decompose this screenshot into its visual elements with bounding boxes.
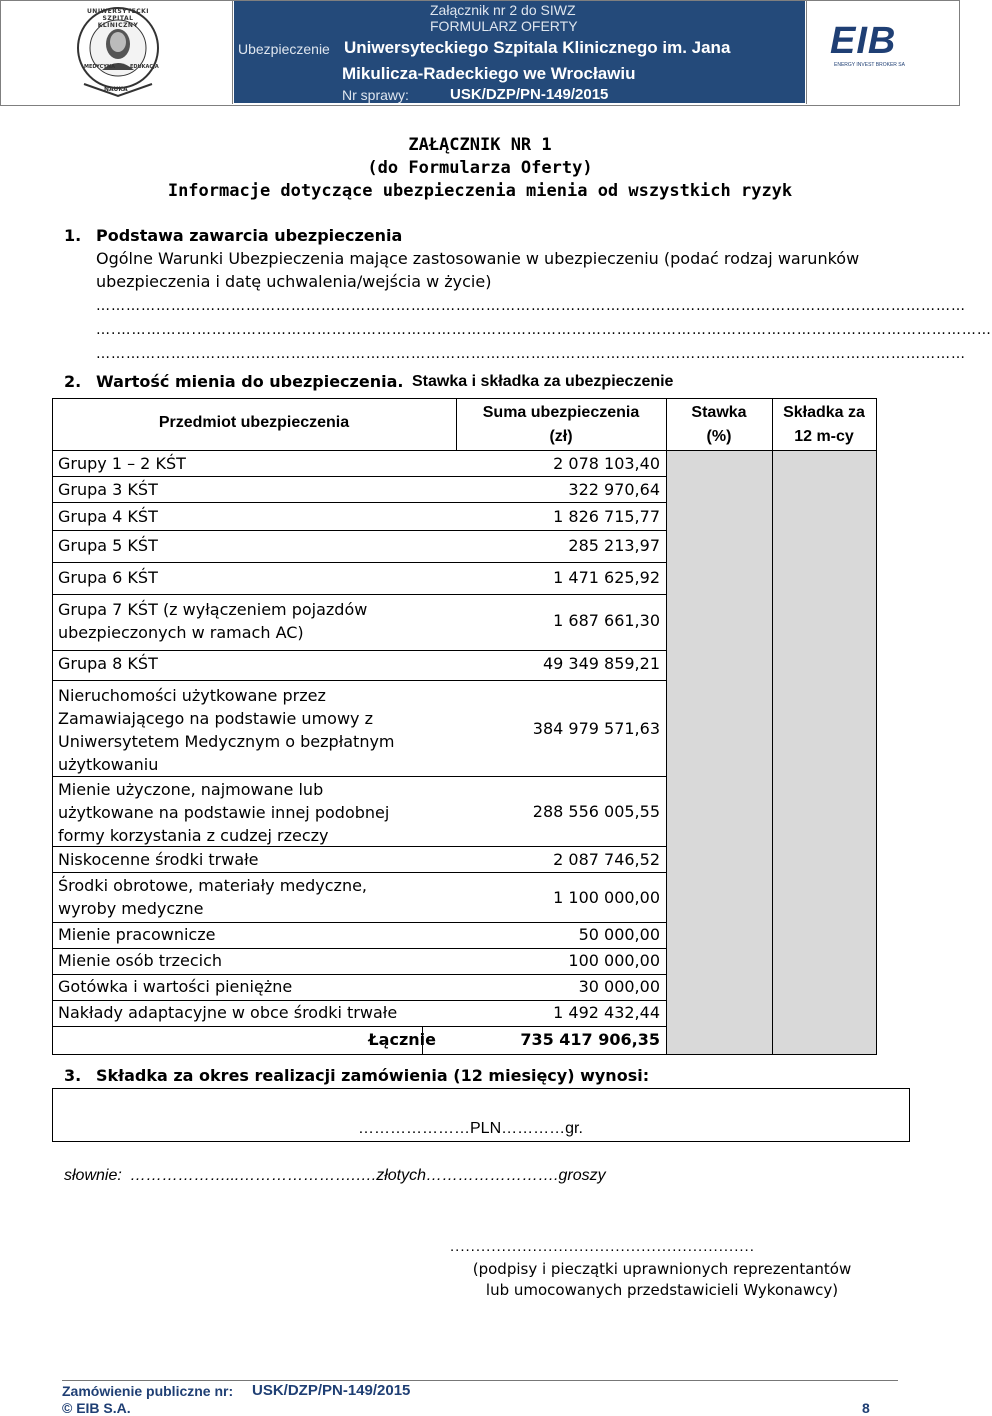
footer-value: USK/DZP/PN-149/2015 [252,1382,411,1399]
row-value: 2 087 746,52 [553,850,660,869]
section1-dots1: ………………………………………………………………………………………………………………………………………………………… [96,298,966,314]
col-subject-header: Przedmiot ubezpieczenia [158,414,350,431]
row-value: 100 000,00 [568,951,660,970]
row-name: Grupa 7 KŚT (z wyłączeniem pojazdów ubezpieczonych w ramach AC) [58,600,368,642]
row-name: Grupa 6 KŚT [58,568,158,587]
title-line2: (do Formularza Oferty) [367,158,593,178]
row-name: Środki obrotowe, materiały medyczne, wyroby medyczne [58,876,368,918]
section2-heading-rest: Stawka i składka za ubezpieczenie [412,373,674,390]
eib-logo: EIB [830,20,897,62]
hospital-logo-side1: MEDYCYNA [84,64,115,70]
row-name: Grupa 3 KŚT [58,480,158,499]
signature-dots: ........................................................... [450,1238,755,1255]
section1-dots2: ….…………….…………………………………………………………………………………………………………………………………………… [96,322,992,338]
col-sum-header-b: (zł) [549,428,573,445]
footer-rule [62,1380,898,1381]
row-value: 384 979 571,63 [532,719,660,738]
footer-company: © EIB S.A. [62,1400,131,1416]
row-name: Grupa 4 KŚT [58,507,158,526]
row-name: Grupa 8 KŚT [58,654,158,673]
premium-pln-line: …………………PLN…………gr. [358,1120,583,1137]
section1-number: 1. [64,226,82,245]
row-name: Niskocenne środki trwałe [58,850,259,869]
section3-heading: Składka za okres realizacji zamówienia (12 miesięcy) wynosi: [96,1066,650,1085]
section1-dots3: ………………………………………………………………………………………………………………………………………………………… [96,346,966,362]
row-value: 1 826 715,77 [553,507,660,526]
row-value: 49 349 859,21 [542,654,660,673]
rate-column-shade [666,450,772,1054]
header-divider-left [232,0,233,104]
col-rate-header-b: (%) [706,428,732,445]
page-number: 8 [862,1400,870,1416]
header-line2: FORMULARZ OFERTY [430,18,578,34]
row-value: 1 471 625,92 [553,568,660,587]
hospital-logo-bottom: NAUKA [104,86,128,93]
total-label: Łącznie [368,1030,436,1049]
row-value: 1 492 432,44 [553,1003,660,1022]
footer-label: Zamówienie publiczne nr: [62,1383,234,1399]
slownie-label: słownie: [64,1167,122,1184]
slownie-line: ………………...………………….….złotych…………………….groszy [130,1167,606,1184]
row-value: 30 000,00 [578,977,660,996]
hospital-logo-text: UNIWERSYTECKI SZPITAL KLINICZNY [86,8,150,29]
hospital-logo-side2: EDUKACJA [130,64,159,70]
col-premium-header-a: Składka za [783,404,865,421]
section2-heading: Wartość mienia do ubezpieczenia. [96,372,404,391]
row-name: Nakłady adaptacyjne w obce środki trwałe [58,1003,398,1022]
row-name: Gotówka i wartości pieniężne [58,977,293,996]
header-line3-prefix: Ubezpieczenie [238,41,330,57]
section3-number: 3. [64,1066,82,1085]
signature-line2: lub umocowanych przedstawicieli Wykonawcy) [485,1281,839,1299]
col-rate-header-a: Stawka [691,404,747,421]
row-name: Nieruchomości użytkowane przez Zamawiającego na podstawie umowy z Uniwersytetem Medycznym o bezpłatnym użytkowaniu [58,686,395,774]
row-value: 2 078 103,40 [553,454,660,473]
row-name: Mienie użyczone, najmowane lub użytkowane na podstawie innej podobnej formy korzystania z cudzej rzeczy [58,780,390,845]
title-line1: ZAŁĄCZNIK NR 1 [408,135,552,155]
row-name: Grupy 1 – 2 KŚT [58,454,186,473]
eib-logo-sub: ENERGY INVEST BROKER SA [834,62,905,68]
row-value: 1 100 000,00 [553,888,660,907]
col-premium-header-b: 12 m-cy [794,428,854,445]
section1-heading: Podstawa zawarcia ubezpieczenia [96,226,403,245]
row-value: 50 000,00 [578,925,660,944]
section1-text2: ubezpieczenia i datę uchwalenia/wejścia w życie) [96,272,492,291]
header-line3: Uniwersyteckiego Szpitala Klinicznego im. Jana [344,38,731,57]
row-value: 288 556 005,55 [532,802,660,821]
title-line3: Informacje dotyczące ubezpieczenia mienia od wszystkich ryzyk [167,181,793,201]
header-line4: Mikulicza-Radeckiego we Wrocławiu [342,64,636,83]
row-name: Mienie pracownicze [58,925,216,944]
header-line5-value: USK/DZP/PN-149/2015 [450,86,609,103]
total-value: 735 417 906,35 [520,1030,660,1049]
section2-number: 2. [64,372,82,391]
row-name: Grupa 5 KŚT [58,536,158,555]
row-value: 285 213,97 [568,536,660,555]
header-line5-label: Nr sprawy: [342,87,409,103]
row-value: 1 687 661,30 [553,611,660,630]
col-sum-header-a: Suma ubezpieczenia [482,404,640,421]
row-name: Mienie osób trzecich [58,951,223,970]
row-value: 322 970,64 [568,480,660,499]
premium-column-shade [772,450,876,1054]
signature-line1: (podpisy i pieczątki uprawnionych reprezentantów [472,1260,852,1278]
section1-text1: Ogólne Warunki Ubezpieczenia mające zastosowanie w ubezpieczeniu (podać rodzaj warunków [96,249,860,268]
header-line1: Załącznik nr 2 do SIWZ [430,2,576,18]
header-divider-right [806,0,807,104]
